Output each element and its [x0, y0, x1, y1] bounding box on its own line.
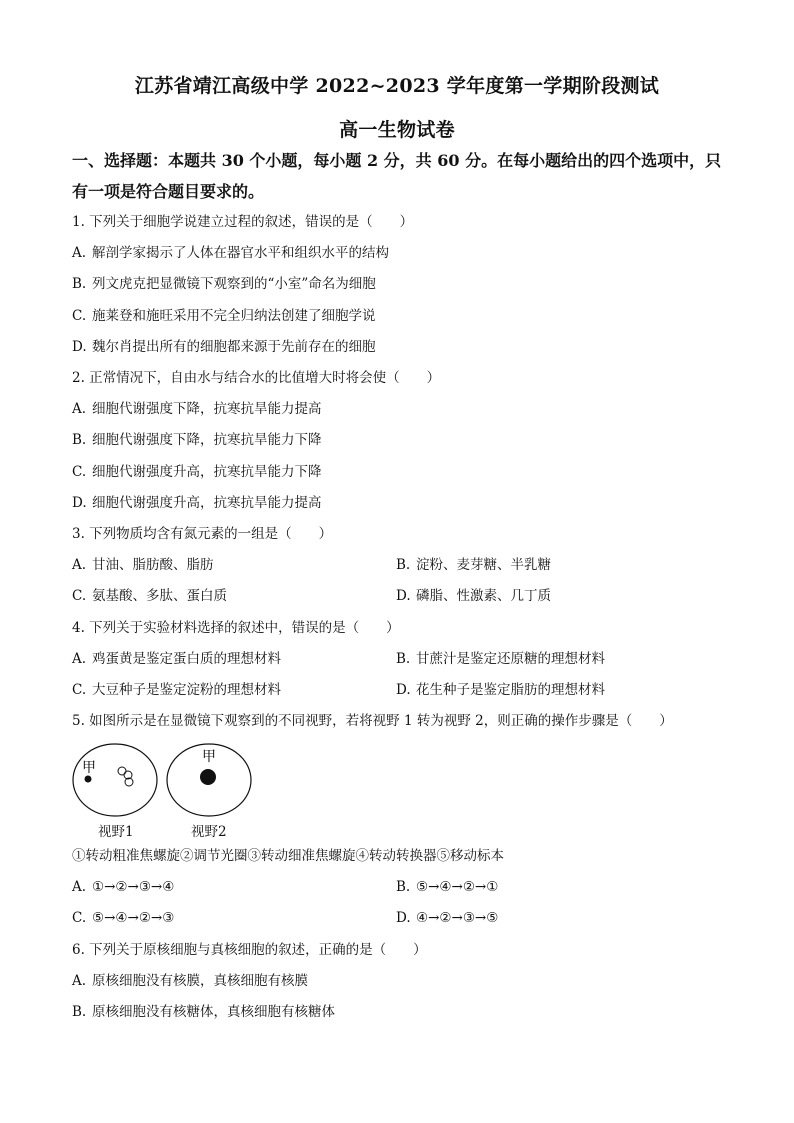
option-label: B. — [396, 879, 411, 895]
view-1-cell-label: 甲 — [82, 760, 96, 776]
option-text: 列文虎克把显微镜下观察到的“小室”命名为细胞 — [92, 276, 376, 292]
view-1-target-cell — [85, 776, 92, 783]
section-heading: 一、选择题：本题共 30 个小题，每小题 2 分，共 60 分。在每小题给出的四个选项中，只有一项是符合题目要求的。 — [72, 151, 722, 201]
option-text: 磷脂、性激素、几丁质 — [416, 588, 551, 604]
option-label: C. — [72, 588, 87, 604]
view-2-caption: 视野2 — [191, 824, 227, 840]
option-label: C. — [72, 682, 87, 698]
option-text: ①→②→③→④ — [92, 879, 175, 895]
question-3-option-c — [72, 586, 227, 606]
microscope-views-figure — [66, 742, 256, 820]
question-1-stem: 1. 下列关于细胞学说建立过程的叙述，错误的是（ ） — [72, 214, 414, 230]
question-5-steps: ①转动粗准焦螺旋②调节光圈③转动细准焦螺旋④转动转换器⑤移动标本 — [72, 848, 504, 864]
view-2-cell-label: 甲 — [202, 749, 216, 765]
question-1-option-b — [72, 274, 376, 294]
question-5-option-c — [72, 908, 174, 928]
option-text: 鸡蛋黄是鉴定蛋白质的理想材料 — [92, 651, 281, 667]
question-4-option-d — [396, 680, 605, 700]
question-2-option-c — [72, 462, 322, 482]
question-4-stem: 4. 下列关于实验材料选择的叙述中，错误的是（ ） — [72, 620, 400, 636]
view-1-caption: 视野1 — [98, 824, 134, 840]
question-5-option-d — [396, 908, 498, 928]
question-5-stem: 5. 如图所示是在显微镜下观察到的不同视野，若将视野 1 转为视野 2，则正确的操作步骤是（ ） — [72, 713, 673, 729]
question-6-stem: 6. 下列关于原核细胞与真核细胞的叙述，正确的是（ ） — [72, 942, 427, 958]
question-1-option-d — [72, 337, 376, 357]
option-label: D. — [396, 682, 411, 698]
option-text: 细胞代谢强度下降，抗寒抗旱能力提高 — [92, 401, 322, 417]
question-2-option-d — [72, 493, 322, 513]
option-label: B. — [72, 276, 87, 292]
option-label: C. — [72, 910, 87, 926]
question-4-option-b — [396, 649, 605, 669]
option-text: 花生种子是鉴定脂肪的理想材料 — [416, 682, 605, 698]
option-label: A. — [72, 651, 87, 667]
question-4-option-c — [72, 680, 281, 700]
option-text: ⑤→④→②→① — [416, 879, 499, 895]
option-label: D. — [396, 910, 411, 926]
view-1-cell — [118, 767, 126, 775]
exam-subtitle: 高一生物试卷 — [339, 119, 455, 141]
option-label: B. — [396, 557, 411, 573]
option-text: 甘蔗汁是鉴定还原糖的理想材料 — [416, 651, 605, 667]
question-1-option-c — [72, 306, 376, 326]
option-text: 细胞代谢强度升高，抗寒抗旱能力下降 — [92, 464, 322, 480]
option-text: 解剖学家揭示了人体在器官水平和组织水平的结构 — [92, 245, 389, 261]
view-2-target-cell — [200, 769, 216, 785]
option-text: ⑤→④→②→③ — [92, 910, 175, 926]
question-3-option-b — [396, 555, 551, 575]
question-6-option-b — [72, 1002, 335, 1022]
option-text: 魏尔肖提出所有的细胞都来源于先前存在的细胞 — [92, 339, 376, 355]
question-4-option-a — [72, 649, 281, 669]
view-1-field — [73, 744, 157, 816]
question-6-option-a — [72, 971, 308, 991]
option-label: B. — [72, 432, 87, 448]
option-label: B. — [72, 1004, 87, 1020]
question-5-option-a — [72, 877, 174, 897]
option-label: D. — [72, 495, 87, 511]
option-label: C. — [72, 308, 87, 324]
option-text: 施莱登和施旺采用不完全归纳法创建了细胞学说 — [92, 308, 376, 324]
question-2-option-b — [72, 430, 322, 450]
question-1-option-a — [72, 243, 389, 263]
view-2-field — [167, 744, 251, 816]
option-text: 淀粉、麦芽糖、半乳糖 — [416, 557, 551, 573]
option-label: A. — [72, 879, 87, 895]
question-2-stem: 2. 正常情况下，自由水与结合水的比值增大时将会使（ ） — [72, 370, 441, 386]
question-3-stem: 3. 下列物质均含有氮元素的一组是（ ） — [72, 526, 333, 542]
option-label: A. — [72, 557, 87, 573]
option-label: A. — [72, 245, 87, 261]
question-5-option-b — [396, 877, 498, 897]
option-label: D. — [396, 588, 411, 604]
option-label: C. — [72, 464, 87, 480]
option-text: 细胞代谢强度下降，抗寒抗旱能力下降 — [92, 432, 322, 448]
option-text: 甘油、脂肪酸、脂肪 — [92, 557, 214, 573]
option-text: 细胞代谢强度升高，抗寒抗旱能力提高 — [92, 495, 322, 511]
option-label: A. — [72, 401, 87, 417]
option-label: A. — [72, 973, 87, 989]
option-text: 原核细胞没有核糖体，真核细胞有核糖体 — [92, 1004, 335, 1020]
option-text: 氨基酸、多肽、蛋白质 — [92, 588, 227, 604]
option-text: 大豆种子是鉴定淀粉的理想材料 — [92, 682, 281, 698]
exam-title: 江苏省靖江高级中学 2022~2023 学年度第一学期阶段测试 — [134, 75, 660, 97]
option-text: 原核细胞没有核膜，真核细胞有核膜 — [92, 973, 308, 989]
option-label: D. — [72, 339, 87, 355]
question-3-option-a — [72, 555, 214, 575]
option-text: ④→②→③→⑤ — [416, 910, 499, 926]
question-3-option-d — [396, 586, 551, 606]
option-label: B. — [396, 651, 411, 667]
question-2-option-a — [72, 399, 322, 419]
